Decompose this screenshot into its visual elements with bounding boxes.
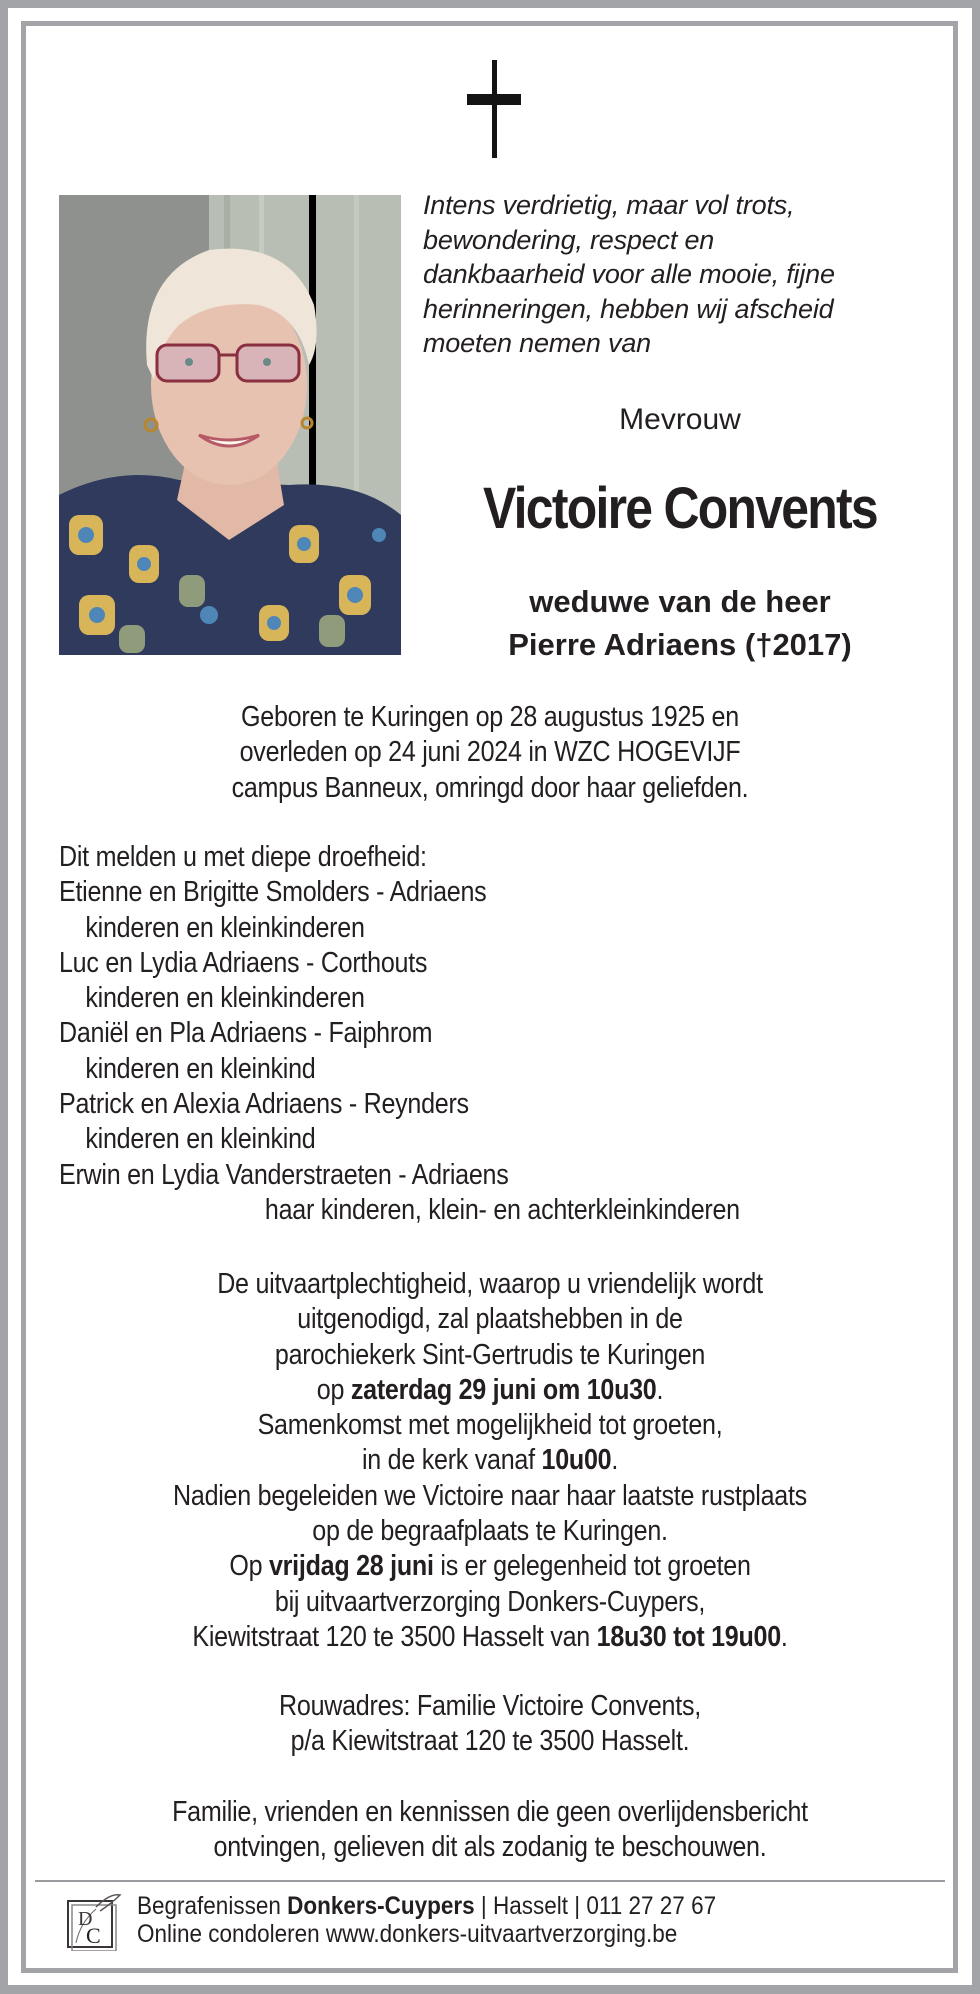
svg-text:D: D <box>78 1908 93 1930</box>
family-member: Etienne en Brigitte Smolders - Adriaens <box>59 876 487 909</box>
family-member-descendants: kinderen en kleinkinderen <box>85 982 365 1015</box>
family-member-descendants: kinderen en kleinkind <box>85 1123 316 1156</box>
funeral-line: Nadien begeleiden we Victoire naar haar laatste rustplaats <box>173 1479 807 1512</box>
deceased-name: Victoire Convents <box>483 476 877 541</box>
visitation-date-bold: vrijdag 28 juni <box>268 1550 434 1583</box>
family-member: Erwin en Lydia Vanderstraeten - Adriaens <box>59 1158 509 1191</box>
footer-divider <box>35 1880 945 1882</box>
funeral-line: De uitvaartplechtigheid, waarop u vriendelijk wordt <box>217 1268 763 1300</box>
visitation-date: Op vrijdag 28 juni is er gelegenheid tot groeten <box>229 1550 751 1583</box>
family-closing: haar kinderen, klein- en achterkleinkinderen <box>264 1193 740 1226</box>
funeral-church: parochiekerk Sint-Gertrudis te Kuringen <box>274 1338 706 1371</box>
death-line: overleden op 24 juni 2024 in WZC HOGEVIJF <box>239 736 741 769</box>
funeral-home-name: Donkers-Cuypers <box>287 1892 475 1920</box>
funeral-line: bij uitvaartverzorging Donkers-Cuypers, <box>274 1585 706 1618</box>
family-member: Patrick en Alexia Adriaens - Reynders <box>59 1088 469 1121</box>
widow-info <box>410 580 950 666</box>
intro-line: bewondering, respect en <box>423 224 715 255</box>
notice-text <box>94 1795 886 1866</box>
honorific: Mevrouw <box>619 403 741 436</box>
spouse-name: Pierre Adriaens (†2017) <box>508 627 852 662</box>
burial-place: op de begraafplaats te Kuringen. <box>312 1515 668 1548</box>
intro-text <box>423 188 943 361</box>
condolence-link[interactable]: Online condoleren www.donkers-uitvaartverzorging.be <box>137 1920 678 1948</box>
birth-line: Geboren te Kuringen op 28 augustus 1925 en <box>241 701 739 733</box>
family-member-descendants: kinderen en kleinkind <box>85 1052 316 1085</box>
gathering-time: in de kerk vanaf 10u00. <box>361 1444 619 1477</box>
gathering-time-bold: 10u00 <box>541 1444 612 1477</box>
family-list <box>59 840 833 1228</box>
funeral-datetime: op zaterdag 29 juni om 10u30. <box>316 1373 664 1406</box>
family-member-descendants: kinderen en kleinkinderen <box>85 911 365 944</box>
intro-line: herinneringen, hebben wij afscheid <box>423 293 834 324</box>
birth-death-info <box>94 700 886 806</box>
mourning-address <box>94 1689 886 1760</box>
funeral-line: uitgenodigd, zal plaatshebben in de <box>297 1303 683 1336</box>
mourning-address-line: Rouwadres: Familie Victoire Convents, <box>279 1690 701 1722</box>
notice-line: ontvingen, gelieven dit als zodanig te beschouwen. <box>213 1831 767 1864</box>
family-member: Daniël en Pla Adriaens - Faiphrom <box>59 1017 433 1050</box>
notice-line: Familie, vrienden en kennissen die geen overlijdensbericht <box>172 1796 808 1828</box>
portrait-photo <box>59 195 401 655</box>
svg-text:C: C <box>86 1923 101 1948</box>
funeral-home-logo-icon <box>66 1893 122 1951</box>
widow-line: weduwe van de heer <box>529 584 831 619</box>
visitation-address-time: Kiewitstraat 120 te 3500 Hasselt van 18u30 tot 19u00. <box>192 1620 788 1653</box>
funeral-date-bold: zaterdag 29 juni om 10u30 <box>350 1373 657 1406</box>
visitation-time-bold: 18u30 tot 19u00 <box>596 1620 781 1653</box>
funeral-line: Samenkomst met mogelijkheid tot groeten, <box>257 1409 723 1442</box>
death-place-line: campus Banneux, omringd door haar geliefden. <box>231 771 749 804</box>
funeral-info <box>94 1267 886 1655</box>
funeral-home-contact: Begrafenissen Donkers-Cuypers | Hasselt | 011 27 27 67 <box>137 1892 717 1920</box>
funeral-home-footer <box>137 1892 839 1948</box>
intro-line: moeten nemen van <box>423 328 651 359</box>
family-intro: Dit melden u met diepe droefheid: <box>59 841 427 873</box>
intro-line: Intens verdrietig, maar vol trots, <box>423 190 795 220</box>
cross-icon <box>467 60 521 158</box>
family-member: Luc en Lydia Adriaens - Corthouts <box>59 946 428 979</box>
mourning-address-line: p/a Kiewitstraat 120 te 3500 Hasselt. <box>290 1725 690 1758</box>
intro-line: dankbaarheid voor alle mooie, fijne <box>423 259 835 290</box>
